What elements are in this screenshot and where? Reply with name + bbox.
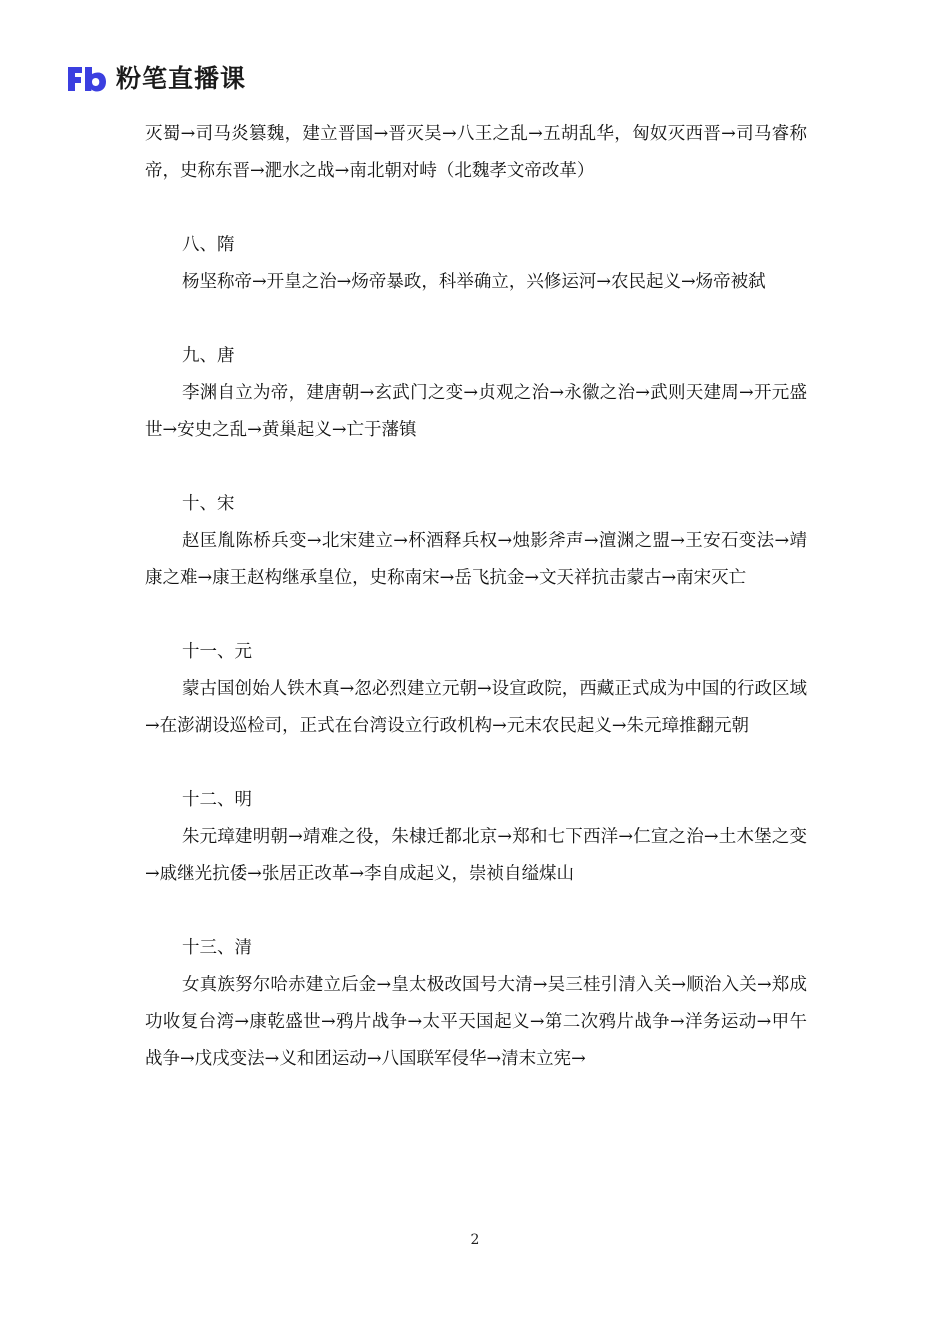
section-text: 杨坚称帝→开皇之治→炀帝暴政，科举确立，兴修运河→农民起义→炀帝被弑 bbox=[182, 272, 766, 292]
document-body bbox=[145, 116, 807, 1078]
section-text: 李渊自立为帝，建唐朝→玄武门之变→贞观之治→永徽之治→武则天建周→开元盛世→安史之乱→黄巢起义→亡于藩镇 bbox=[145, 383, 807, 440]
section-heading: 九、唐 bbox=[182, 346, 235, 366]
brand-name: 粉笔直播课 bbox=[116, 64, 247, 93]
brand-header bbox=[66, 62, 246, 96]
section-heading: 十三、清 bbox=[182, 938, 252, 958]
section-heading: 十、宋 bbox=[182, 494, 235, 514]
fb-logo-icon bbox=[66, 64, 108, 94]
section-heading: 八、隋 bbox=[182, 235, 235, 255]
section-heading: 十一、元 bbox=[182, 642, 252, 662]
intro-paragraph: 灭蜀→司马炎篡魏，建立晋国→晋灭吴→八王之乱→五胡乱华，匈奴灭西晋→司马睿称帝，史称东晋→淝水之战→南北朝对峙（北魏孝文帝改革） bbox=[145, 124, 807, 181]
section-heading: 十二、明 bbox=[182, 790, 252, 810]
section-text: 朱元璋建明朝→靖难之役，朱棣迁都北京→郑和七下西洋→仁宣之治→土木堡之变→戚继光抗倭→张居正改革→李自成起义，崇祯自缢煤山 bbox=[145, 827, 807, 884]
section-yuan bbox=[145, 634, 807, 745]
section-sui bbox=[145, 227, 807, 301]
section-text: 女真族努尔哈赤建立后金→皇太极改国号大清→吴三桂引清入关→顺治入关→郑成功收复台湾→康乾盛世→鸦片战争→太平天国起义→第二次鸦片战争→洋务运动→甲午战争→戊戌变法→义和团运动→八国联军侵华→清末立宪→ bbox=[145, 975, 807, 1069]
page-number: 2 bbox=[470, 1232, 480, 1248]
section-tang bbox=[145, 338, 807, 449]
section-qing bbox=[145, 930, 807, 1078]
section-song bbox=[145, 486, 807, 597]
section-text: 赵匡胤陈桥兵变→北宋建立→杯酒释兵权→烛影斧声→澶渊之盟→王安石变法→靖康之难→康王赵构继承皇位，史称南宋→岳飞抗金→文天祥抗击蒙古→南宋灭亡 bbox=[145, 531, 807, 588]
section-ming bbox=[145, 782, 807, 893]
section-text: 蒙古国创始人铁木真→忽必烈建立元朝→设宣政院，西藏正式成为中国的行政区域→在澎湖设巡检司，正式在台湾设立行政机构→元末农民起义→朱元璋推翻元朝 bbox=[145, 679, 807, 736]
